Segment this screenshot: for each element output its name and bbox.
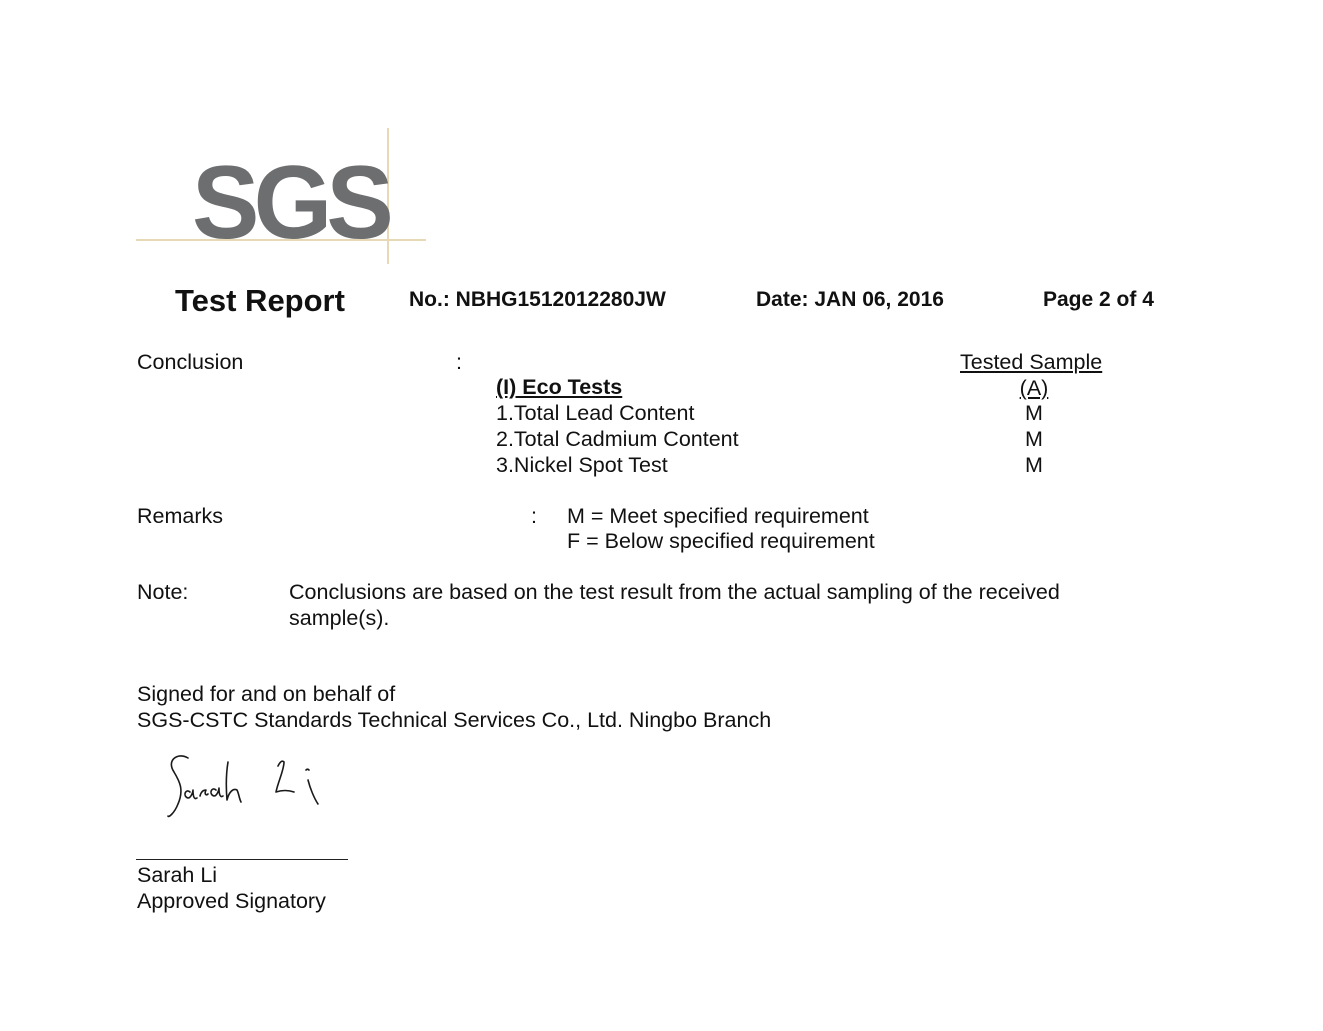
- remark-line: F = Below specified requirement: [567, 529, 875, 553]
- signed-on-behalf: Signed for and on behalf of: [137, 682, 396, 706]
- remarks-colon: :: [531, 504, 537, 528]
- signature-stroke: [185, 790, 197, 799]
- sample-id: (A): [1019, 376, 1049, 400]
- eco-tests-title: (I) Eco Tests: [496, 375, 623, 399]
- signatory-name: Sarah Li: [137, 863, 218, 887]
- company-name: SGS-CSTC Standards Technical Services Co., Ltd. Ningbo Branch: [137, 708, 772, 732]
- conclusion-label: Conclusion: [137, 350, 244, 374]
- signature-image: [160, 748, 340, 828]
- test-name: 2.Total Cadmium Content: [496, 427, 739, 451]
- test-result: M: [1025, 427, 1043, 451]
- conclusion-colon: :: [456, 350, 462, 374]
- signature-stroke: [168, 756, 188, 817]
- note-label: Note:: [137, 580, 189, 604]
- tested-sample-header: Tested Sample: [960, 350, 1103, 374]
- test-name: 3.Nickel Spot Test: [496, 453, 668, 477]
- note-text-line1: Conclusions are based on the test result from the actual sampling of the received: [289, 580, 1060, 604]
- sgs-logo: [136, 128, 428, 264]
- test-result: M: [1025, 401, 1043, 425]
- page-indicator: Page 2 of 4: [1043, 288, 1154, 311]
- signature-line: [136, 859, 348, 860]
- logo-text: SGS: [192, 145, 391, 261]
- test-name: 1.Total Lead Content: [496, 401, 695, 425]
- note-text-line2: sample(s).: [289, 606, 390, 630]
- signature-stroke: [308, 780, 318, 804]
- signatory-role: Approved Signatory: [137, 889, 326, 913]
- report-title: Test Report: [175, 283, 345, 318]
- signature-stroke: [306, 769, 309, 770]
- signature-stroke: [226, 762, 241, 802]
- signature-stroke: [211, 788, 223, 797]
- report-number: No.: NBHG1512012280JW: [409, 288, 666, 311]
- test-result: M: [1025, 453, 1043, 477]
- report-date: Date: JAN 06, 2016: [756, 288, 944, 311]
- remarks-label: Remarks: [137, 504, 224, 528]
- signature-stroke: [276, 761, 294, 792]
- signature-stroke: [200, 790, 208, 796]
- remark-line: M = Meet specified requirement: [567, 504, 869, 528]
